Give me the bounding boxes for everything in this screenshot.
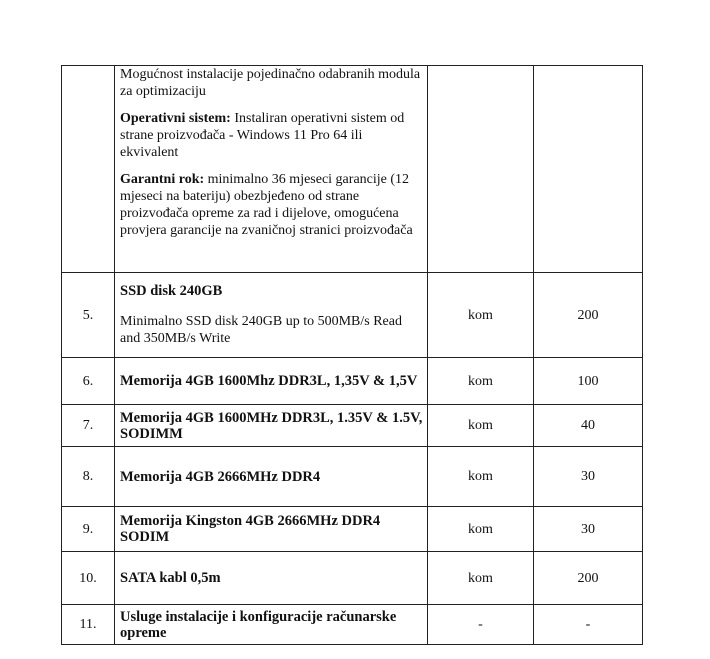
table-row-item-8 [62,447,643,507]
item-title: Memorija 4GB 1600Mhz DDR3L, 1,35V & 1,5V [120,373,418,389]
unit-cell: kom [428,552,534,605]
quantity-cell: 200 [534,273,643,358]
row-number: 8. [62,447,115,507]
row-number: 11. [62,605,115,645]
table-row-item-7 [62,405,643,447]
quantity-cell: 30 [534,447,643,507]
warranty-text: minimalno 36 mjeseci garancije (12 mjeseci na bateriju) obezbjeđeno od strane proizvođača opreme za rad i dijelove, omogućena provjera garancije na zvaničnoj stranici proizvođača [120,172,413,238]
item-description: Minimalno SSD disk 240GB up to 500MB/s Read and 350MB/s Write [120,314,402,346]
description-cell [115,507,428,552]
os-paragraph [120,110,423,161]
os-label: Operativni sistem: [120,111,231,126]
item-title: SSD disk 240GB [120,283,223,299]
row-number: 10. [62,552,115,605]
quantity-cell: 40 [534,405,643,447]
table-row-item-6 [62,358,643,405]
table-row-item-5 [62,273,643,358]
unit-cell: kom [428,273,534,358]
os-text: Instaliran operativni sistem od strane proizvođača - Windows 11 Pro 64 ili ekvivalent [120,111,405,160]
table-row-item-10 [62,552,643,605]
unit-cell: kom [428,507,534,552]
unit-cell: - [428,605,534,645]
row-number: 9. [62,507,115,552]
row-number-cell [62,66,115,273]
description-cell [115,358,428,405]
description-cell [115,273,428,358]
description-cell [115,605,428,645]
specification-table [61,65,643,645]
description-paragraph: Mogućnost instalacije pojedinačno odabranih modula za optimizaciju [120,67,421,99]
unit-cell: kom [428,358,534,405]
item-title: Memorija 4GB 1600MHz DDR3L, 1.35V & 1.5V, SODIMM [120,409,423,442]
table-row-item-9 [62,507,643,552]
item-title: Memorija 4GB 2666MHz DDR4 [120,468,321,485]
description-cell [115,447,428,507]
quantity-cell [534,66,643,273]
item-title: Usluge instalacije i konfiguracije računarske opreme [120,608,397,641]
quantity-cell: 200 [534,552,643,605]
table-row-item-11 [62,605,643,645]
unit-cell: kom [428,405,534,447]
description-cell [115,66,428,273]
row-number: 5. [62,273,115,358]
quantity-cell: - [534,605,643,645]
quantity-cell: 100 [534,358,643,405]
warranty-label: Garantni rok: [120,172,205,187]
description-cell [115,552,428,605]
description-cell [115,405,428,447]
unit-cell [428,66,534,273]
row-number: 7. [62,405,115,447]
item-title: SATA kabl 0,5m [120,570,221,586]
row-number: 6. [62,358,115,405]
warranty-paragraph [120,171,423,239]
quantity-cell: 30 [534,507,643,552]
table-row-continued [62,66,643,273]
unit-cell: kom [428,447,534,507]
item-title: Memorija Kingston 4GB 2666MHz DDR4 SODIM [120,513,381,545]
